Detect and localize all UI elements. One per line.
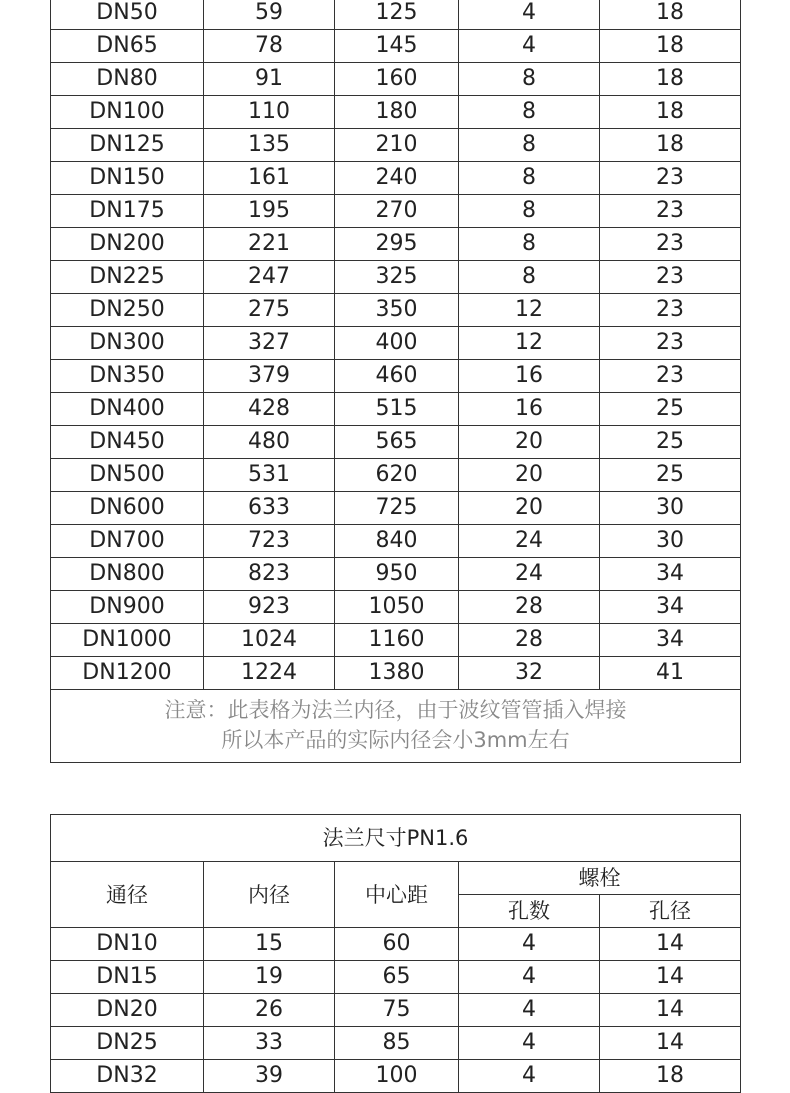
table-cell: 515	[335, 393, 459, 426]
table-cell: DN15	[51, 961, 204, 994]
table-cell: 4	[459, 961, 600, 994]
table-cell: 633	[204, 492, 335, 525]
table-row	[51, 492, 741, 525]
table-cell: 18	[600, 0, 741, 30]
table2-body	[51, 928, 741, 1093]
table-cell: 26	[204, 994, 335, 1027]
table-cell: DN200	[51, 228, 204, 261]
table-cell: 275	[204, 294, 335, 327]
table-cell: DN800	[51, 558, 204, 591]
header-bolt: 螺栓	[459, 862, 741, 895]
table-cell: 30	[600, 492, 741, 525]
table-cell: 270	[335, 195, 459, 228]
table-row	[51, 459, 741, 492]
table-cell: DN125	[51, 129, 204, 162]
table-row	[51, 63, 741, 96]
flange-size-table-pn16	[50, 814, 741, 1093]
table-cell: 161	[204, 162, 335, 195]
table-row	[51, 0, 741, 30]
table-cell: 39	[204, 1060, 335, 1093]
table-cell: 725	[335, 492, 459, 525]
table-row	[51, 360, 741, 393]
table-cell: 8	[459, 195, 600, 228]
table1-body	[51, 0, 741, 690]
table-cell: 18	[600, 30, 741, 63]
table-cell: 1050	[335, 591, 459, 624]
table-cell: DN50	[51, 0, 204, 30]
table-cell: 480	[204, 426, 335, 459]
table-cell: 78	[204, 30, 335, 63]
table-row	[51, 162, 741, 195]
table-cell: 20	[459, 426, 600, 459]
table-title: 法兰尺寸PN1.6	[51, 815, 741, 862]
table-cell: 75	[335, 994, 459, 1027]
table-cell: 14	[600, 994, 741, 1027]
table-cell: DN25	[51, 1027, 204, 1060]
table-cell: 4	[459, 928, 600, 961]
table-cell: 59	[204, 0, 335, 30]
table-cell: 531	[204, 459, 335, 492]
table-cell: 1380	[335, 657, 459, 690]
table-cell: 4	[459, 0, 600, 30]
table-cell: 110	[204, 96, 335, 129]
table-cell: DN700	[51, 525, 204, 558]
flange-size-table-continued	[50, 0, 741, 763]
table-cell: 428	[204, 393, 335, 426]
table-row	[51, 1060, 741, 1093]
table-cell: 4	[459, 1060, 600, 1093]
table-cell: 325	[335, 261, 459, 294]
table-cell: 210	[335, 129, 459, 162]
table-cell: DN1200	[51, 657, 204, 690]
table-cell: 565	[335, 426, 459, 459]
table-cell: DN250	[51, 294, 204, 327]
table-row	[51, 558, 741, 591]
table-cell: 8	[459, 162, 600, 195]
table-cell: 18	[600, 129, 741, 162]
table-cell: 195	[204, 195, 335, 228]
table-cell: 16	[459, 360, 600, 393]
table-cell: 14	[600, 1027, 741, 1060]
table-row	[51, 657, 741, 690]
table-cell: 221	[204, 228, 335, 261]
table-cell: 25	[600, 426, 741, 459]
header-center-distance: 中心距	[335, 862, 459, 928]
table-cell: DN300	[51, 327, 204, 360]
table-row	[51, 994, 741, 1027]
table-cell: 823	[204, 558, 335, 591]
table-cell: 8	[459, 96, 600, 129]
table-cell: 18	[600, 1060, 741, 1093]
table-cell: 23	[600, 294, 741, 327]
table-cell: 135	[204, 129, 335, 162]
table-cell: 28	[459, 624, 600, 657]
table-cell: 840	[335, 525, 459, 558]
table-row	[51, 591, 741, 624]
table-cell: DN450	[51, 426, 204, 459]
table-cell: 460	[335, 360, 459, 393]
table-cell: 400	[335, 327, 459, 360]
table-cell: DN900	[51, 591, 204, 624]
table-cell: 4	[459, 30, 600, 63]
table-row	[51, 624, 741, 657]
table-cell: DN225	[51, 261, 204, 294]
header-hole-diameter: 孔径	[600, 895, 741, 928]
table-cell: 125	[335, 0, 459, 30]
table-cell: DN32	[51, 1060, 204, 1093]
table-cell: 19	[204, 961, 335, 994]
table-cell: DN100	[51, 96, 204, 129]
table-cell: 34	[600, 558, 741, 591]
table-cell: 8	[459, 63, 600, 96]
table-cell: 12	[459, 294, 600, 327]
table-cell: 1024	[204, 624, 335, 657]
table-cell: 1224	[204, 657, 335, 690]
table-cell: 240	[335, 162, 459, 195]
table-cell: 4	[459, 994, 600, 1027]
table-row	[51, 294, 741, 327]
table-cell: 23	[600, 162, 741, 195]
table-cell: DN600	[51, 492, 204, 525]
table-cell: 41	[600, 657, 741, 690]
table-cell: DN10	[51, 928, 204, 961]
table-cell: 20	[459, 459, 600, 492]
table-row	[51, 961, 741, 994]
table-cell: DN350	[51, 360, 204, 393]
table-cell: 34	[600, 624, 741, 657]
table-cell: 327	[204, 327, 335, 360]
table-cell: 14	[600, 961, 741, 994]
table-cell: 18	[600, 96, 741, 129]
table-row	[51, 426, 741, 459]
header-inner-diameter: 内径	[204, 862, 335, 928]
table-cell: DN150	[51, 162, 204, 195]
table-row	[51, 393, 741, 426]
table-cell: DN500	[51, 459, 204, 492]
table-cell: 16	[459, 393, 600, 426]
table-cell: DN20	[51, 994, 204, 1027]
table-cell: 160	[335, 63, 459, 96]
table-row	[51, 525, 741, 558]
header-diameter: 通径	[51, 862, 204, 928]
table-cell: 91	[204, 63, 335, 96]
table-row	[51, 96, 741, 129]
note-line-1: 注意：此表格为法兰内径，由于波纹管管插入焊接	[164, 698, 627, 722]
table-cell: 8	[459, 129, 600, 162]
table-cell: DN175	[51, 195, 204, 228]
table-cell: 23	[600, 195, 741, 228]
table-cell: 24	[459, 525, 600, 558]
table-row	[51, 1027, 741, 1060]
table-cell: 180	[335, 96, 459, 129]
table-cell: 8	[459, 228, 600, 261]
table-cell: 23	[600, 228, 741, 261]
table-cell: 350	[335, 294, 459, 327]
table-row	[51, 928, 741, 961]
note-line-2: 所以本产品的实际内径会小3mm左右	[221, 728, 570, 752]
table-cell: 923	[204, 591, 335, 624]
table-cell: 100	[335, 1060, 459, 1093]
table-cell: DN80	[51, 63, 204, 96]
table-cell: 34	[600, 591, 741, 624]
table-cell: DN400	[51, 393, 204, 426]
table-cell: 14	[600, 928, 741, 961]
table-row	[51, 195, 741, 228]
table-cell: 33	[204, 1027, 335, 1060]
table-row	[51, 261, 741, 294]
table-cell: 60	[335, 928, 459, 961]
table-cell: 620	[335, 459, 459, 492]
table-cell: 25	[600, 393, 741, 426]
table-row	[51, 129, 741, 162]
table-row	[51, 228, 741, 261]
table-cell: 32	[459, 657, 600, 690]
table-cell: 295	[335, 228, 459, 261]
table-cell: 12	[459, 327, 600, 360]
table-cell: 379	[204, 360, 335, 393]
table-cell: 18	[600, 63, 741, 96]
table-cell: 950	[335, 558, 459, 591]
table-cell: 247	[204, 261, 335, 294]
table-cell: 65	[335, 961, 459, 994]
table-cell: 23	[600, 360, 741, 393]
table-cell: DN65	[51, 30, 204, 63]
table-cell: 15	[204, 928, 335, 961]
table-cell: 145	[335, 30, 459, 63]
table-row	[51, 30, 741, 63]
note-row	[51, 690, 741, 763]
table-cell: 723	[204, 525, 335, 558]
table-cell: 8	[459, 261, 600, 294]
table-cell: 30	[600, 525, 741, 558]
table-cell: 4	[459, 1027, 600, 1060]
table-cell: 23	[600, 327, 741, 360]
table-cell: 20	[459, 492, 600, 525]
table-cell: 85	[335, 1027, 459, 1060]
header-hole-count: 孔数	[459, 895, 600, 928]
table-cell: DN1000	[51, 624, 204, 657]
table-cell: 25	[600, 459, 741, 492]
table-row	[51, 327, 741, 360]
table-cell: 1160	[335, 624, 459, 657]
table-cell: 23	[600, 261, 741, 294]
table-note	[51, 690, 741, 763]
table-cell: 28	[459, 591, 600, 624]
table-cell: 24	[459, 558, 600, 591]
